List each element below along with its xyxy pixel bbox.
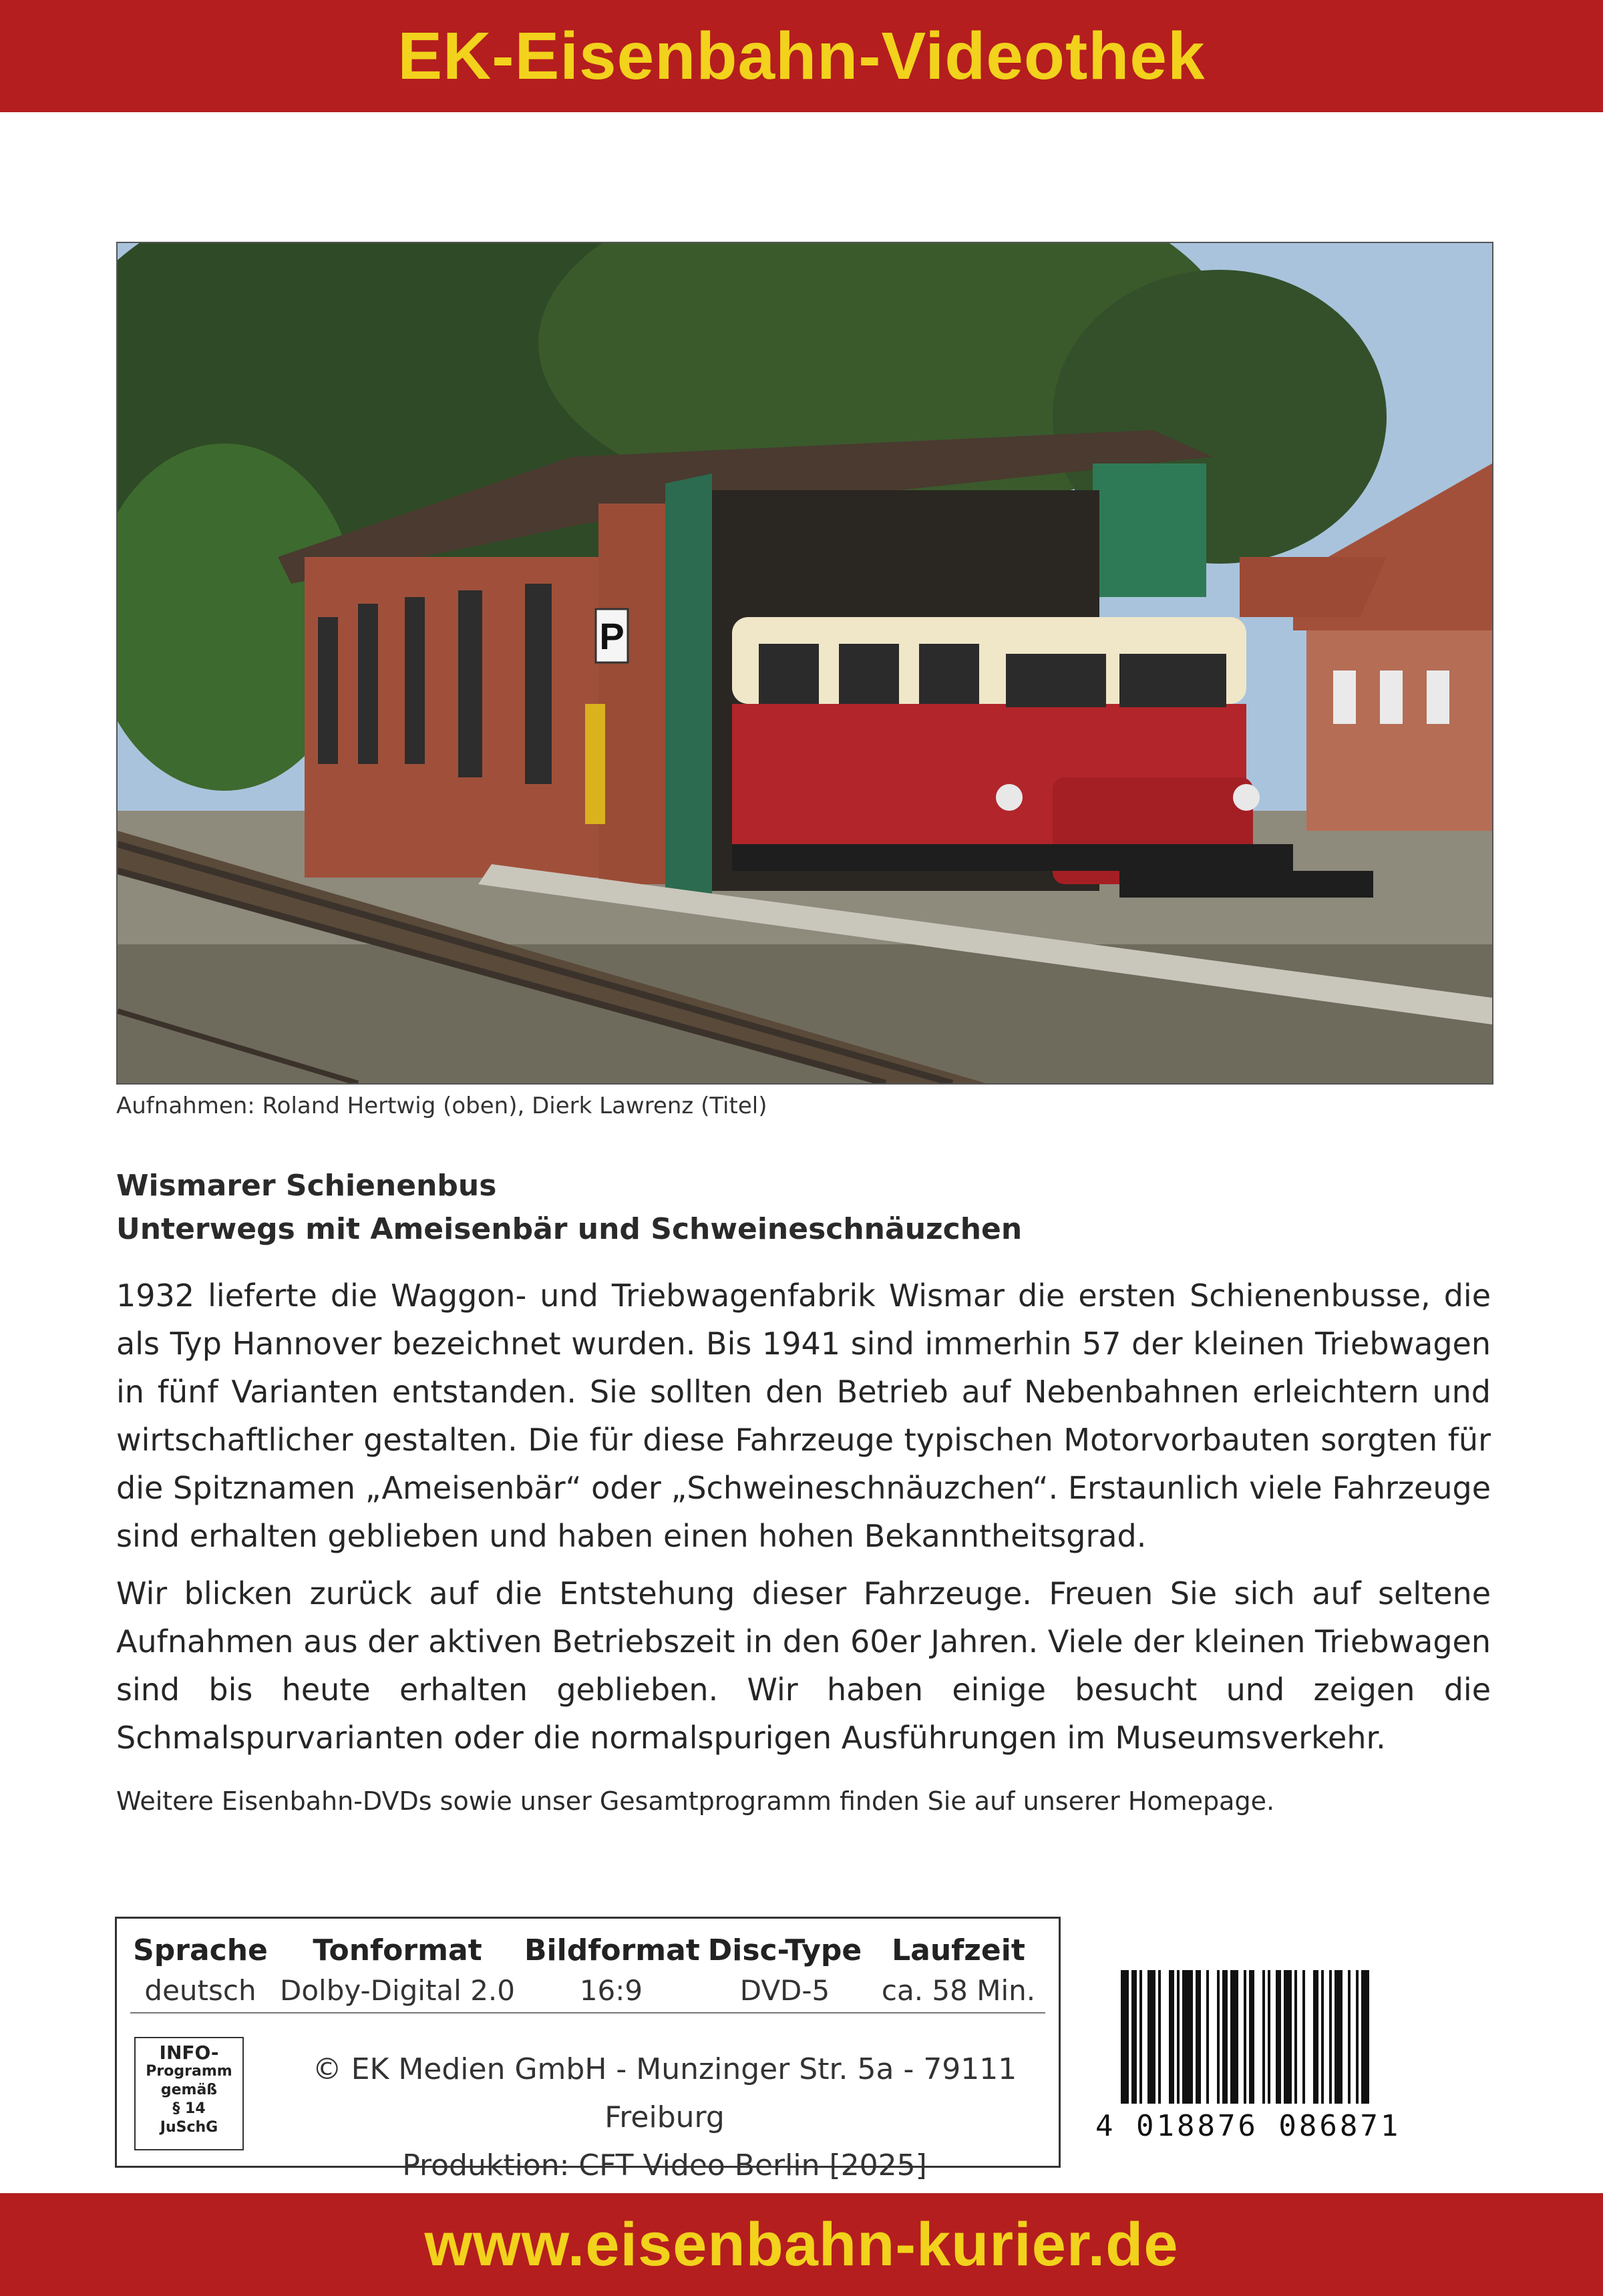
- footer-band: [0, 2193, 1603, 2296]
- spec-disc-type: [698, 1919, 872, 2007]
- spec-runtime: [872, 1919, 1045, 2007]
- spec-aspect-ratio: [524, 1919, 698, 2007]
- copyright-line: © EK Medien GmbH - Munzinger Str. 5a - 79111 Freiburg: [312, 2052, 1017, 2134]
- spec-label: Tonformat: [313, 1933, 482, 1967]
- description-paragraph-2: Wir blicken zurück auf die Entstehung dieser Fahrzeuge. Freuen Sie sich auf seltene Aufnahmen aus der aktiven Betriebszeit in den 60er Jahren. Viele der kleinen Triebwagen sind bis heute erhalten geblieben. Wir haben einige besucht und zeigen die Schmalspurvarianten oder die normalspurigen Ausführungen im Museumsverkehr.: [116, 1575, 1491, 1756]
- juschg-line: JuSchG: [160, 2119, 218, 2136]
- photo-caption: Aufnahmen: Roland Hertwig (oben), Dierk Lawrenz (Titel): [116, 1093, 767, 1119]
- production-line: Produktion: CFT Video Berlin [2025]: [402, 2148, 927, 2182]
- spec-value: deutsch: [144, 1974, 256, 2007]
- spec-label: Bildformat: [524, 1933, 700, 1967]
- description-paragraph-1: 1932 lieferte die Waggon- und Triebwagenfabrik Wismar die ersten Schienenbusse, die als Typ Hannover bezeichnet wurden. Bis 1941 sind immerhin 57 der kleinen Triebwagen in fünf Varianten entstanden. Sie sollten den Betrieb auf Nebenbahnen erleichtern und wirtschaftlicher gestalten. Die für diese Fahrzeuge typischen Motorvorbauten sorgten für die Spitznamen „Ameisenbär“ oder „Schweineschnäuzchen“. Erstaunlich viele Fahrzeuge sind erhalten geblieben und haben einen hohen Bekanntheitsgrad.: [116, 1278, 1491, 1554]
- spec-label: Disc-Type: [707, 1933, 862, 1967]
- technical-info-box: [115, 1917, 1061, 2182]
- juschg-line: Programm: [146, 2063, 232, 2080]
- p-sign-letter: P: [599, 615, 625, 657]
- spec-audio: [271, 1919, 524, 2007]
- publisher-info: [277, 2046, 1052, 2190]
- spec-value: 16:9: [579, 1974, 643, 2007]
- spec-value: ca. 58 Min.: [881, 1974, 1036, 2007]
- spec-label: Laufzeit: [892, 1933, 1025, 1967]
- spec-language: [130, 1919, 271, 2007]
- juschg-line: INFO-: [159, 2042, 219, 2064]
- product-title: Wismarer Schienenbus: [116, 1169, 497, 1203]
- product-subtitle: Unterwegs mit Ameisenbär und Schweineschnäuzchen: [116, 1212, 1023, 1246]
- homepage-note: Weitere Eisenbahn-DVDs sowie unser Gesamtprogramm finden Sie auf unserer Homepage.: [116, 1786, 1275, 1816]
- spec-value: Dolby-Digital 2.0: [280, 1974, 515, 2007]
- header-band: [0, 0, 1603, 112]
- juschg-info-badge: [134, 2037, 244, 2150]
- cover-photo: [116, 242, 1493, 1085]
- divider: [130, 2012, 1045, 2014]
- juschg-line: § 14: [172, 2100, 206, 2117]
- juschg-line: gemäß: [160, 2082, 218, 2098]
- barcode-digits: 4 018876 086871: [1095, 2109, 1401, 2143]
- website-url: www.eisenbahn-kurier.de: [424, 2210, 1179, 2279]
- spec-value: DVD-5: [739, 1974, 830, 2007]
- spec-label: Sprache: [133, 1933, 268, 1967]
- series-title: EK-Eisenbahn-Videothek: [397, 18, 1206, 93]
